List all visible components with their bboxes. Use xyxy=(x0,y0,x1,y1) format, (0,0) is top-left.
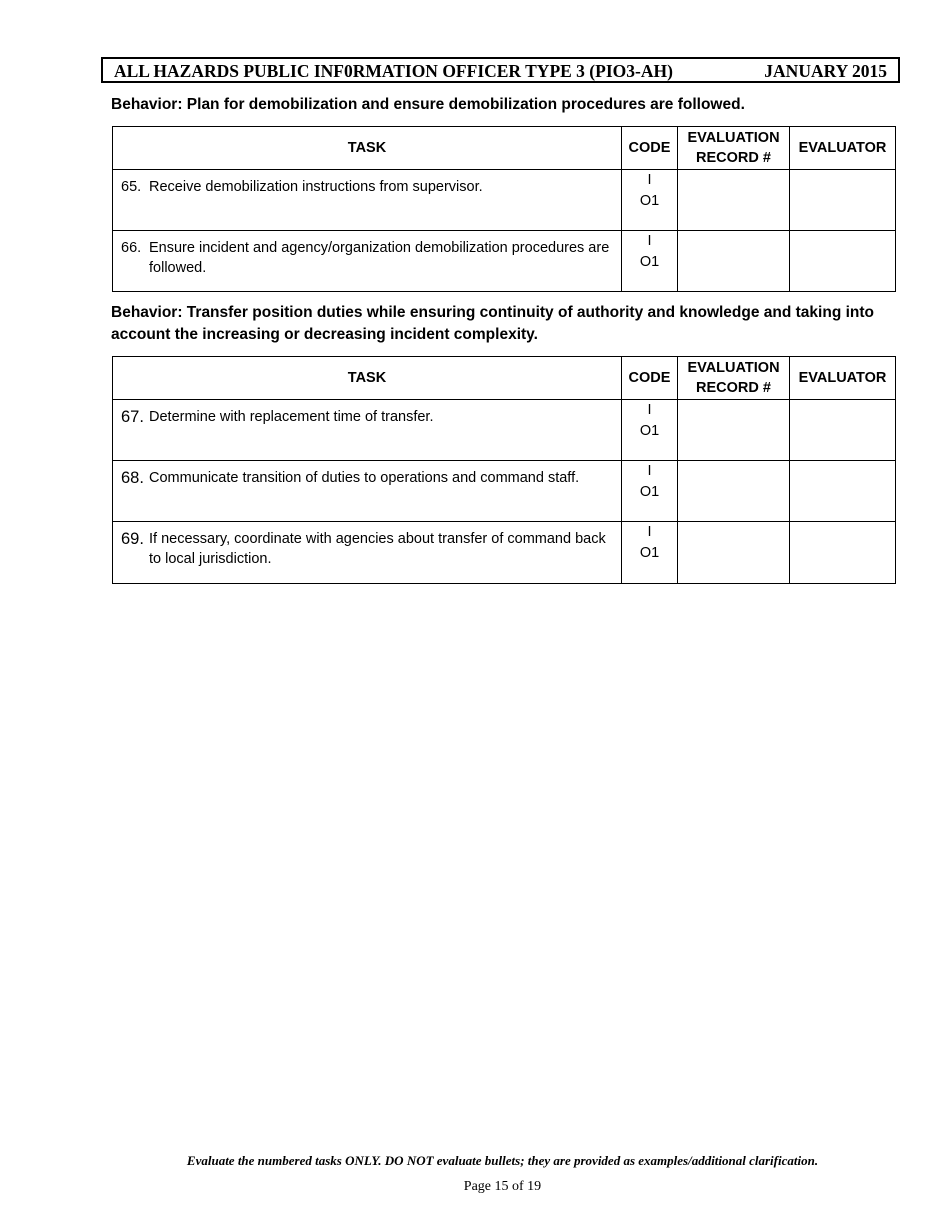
column-header-evaluator: EVALUATOR xyxy=(790,127,896,170)
document-header xyxy=(101,57,900,83)
task-cell xyxy=(113,461,622,522)
code-cell xyxy=(622,522,678,584)
task-cell xyxy=(113,231,622,292)
evaluator-cell[interactable] xyxy=(790,461,896,522)
task-number: 65. xyxy=(121,179,142,195)
code-primary: I xyxy=(647,233,652,249)
evaluator-cell[interactable] xyxy=(790,231,896,292)
code-secondary: O1 xyxy=(639,423,660,439)
task-cell xyxy=(113,400,622,461)
task-table xyxy=(112,356,896,584)
task-text: If necessary, coordinate with agencies about transfer of command back to local jurisdiction. xyxy=(149,531,606,567)
column-header-evaluation-record: EVALUATION RECORD # xyxy=(678,127,790,170)
task-text: Ensure incident and agency/organization demobilization procedures are followed. xyxy=(149,240,610,276)
task-number: 67. xyxy=(121,408,144,426)
table-row xyxy=(113,170,896,231)
behavior-heading: Behavior: Plan for demobilization and ensure demobilization procedures are followed. xyxy=(111,96,745,113)
code-primary: I xyxy=(647,172,652,188)
code-primary: I xyxy=(647,524,652,540)
table-row xyxy=(113,231,896,292)
column-header-task: TASK xyxy=(113,357,622,400)
table-header-row xyxy=(113,357,896,400)
behavior-heading: Behavior: Transfer position duties while ensuring continuity of authority and knowledge and taking into account the increasing or decreasing incident complexity. xyxy=(111,304,875,343)
column-header-code: CODE xyxy=(622,357,678,400)
code-cell xyxy=(622,231,678,292)
document-title: ALL HAZARDS PUBLIC INF0RMATION OFFICER TYPE 3 (PIO3-AH) xyxy=(114,61,673,81)
code-primary: I xyxy=(647,463,652,479)
evaluator-cell[interactable] xyxy=(790,170,896,231)
evaluator-cell[interactable] xyxy=(790,522,896,584)
code-cell xyxy=(622,461,678,522)
code-secondary: O1 xyxy=(639,254,660,270)
evaluation-record-cell[interactable] xyxy=(678,170,790,231)
table-row xyxy=(113,461,896,522)
task-text: Determine with replacement time of transfer. xyxy=(149,409,434,425)
code-primary: I xyxy=(647,402,652,418)
column-header-code: CODE xyxy=(622,127,678,170)
table-row xyxy=(113,522,896,584)
column-header-evaluation-record: EVALUATION RECORD # xyxy=(678,357,790,400)
code-secondary: O1 xyxy=(639,545,660,561)
table-row xyxy=(113,400,896,461)
evaluator-cell[interactable] xyxy=(790,400,896,461)
column-header-task: TASK xyxy=(113,127,622,170)
task-number: 66. xyxy=(121,240,142,256)
code-cell xyxy=(622,400,678,461)
task-number: 68. xyxy=(121,469,144,487)
evaluation-record-cell[interactable] xyxy=(678,231,790,292)
task-text: Communicate transition of duties to operations and command staff. xyxy=(149,470,580,486)
evaluation-record-cell[interactable] xyxy=(678,461,790,522)
task-number: 69. xyxy=(121,530,144,548)
evaluation-record-cell[interactable] xyxy=(678,400,790,461)
code-cell xyxy=(622,170,678,231)
page-number: Page 15 of 19 xyxy=(463,1179,542,1194)
column-header-evaluator: EVALUATOR xyxy=(790,357,896,400)
task-table xyxy=(112,126,896,292)
footer-note: Evaluate the numbered tasks ONLY. DO NOT evaluate bullets; they are provided as examples/additional clarification. xyxy=(186,1153,819,1168)
task-text: Receive demobilization instructions from supervisor. xyxy=(149,179,483,195)
table-header-row xyxy=(113,127,896,170)
evaluation-record-cell[interactable] xyxy=(678,522,790,584)
task-cell xyxy=(113,170,622,231)
task-cell xyxy=(113,522,622,584)
code-secondary: O1 xyxy=(639,193,660,209)
document-date: JANUARY 2015 xyxy=(764,61,887,81)
code-secondary: O1 xyxy=(639,484,660,500)
